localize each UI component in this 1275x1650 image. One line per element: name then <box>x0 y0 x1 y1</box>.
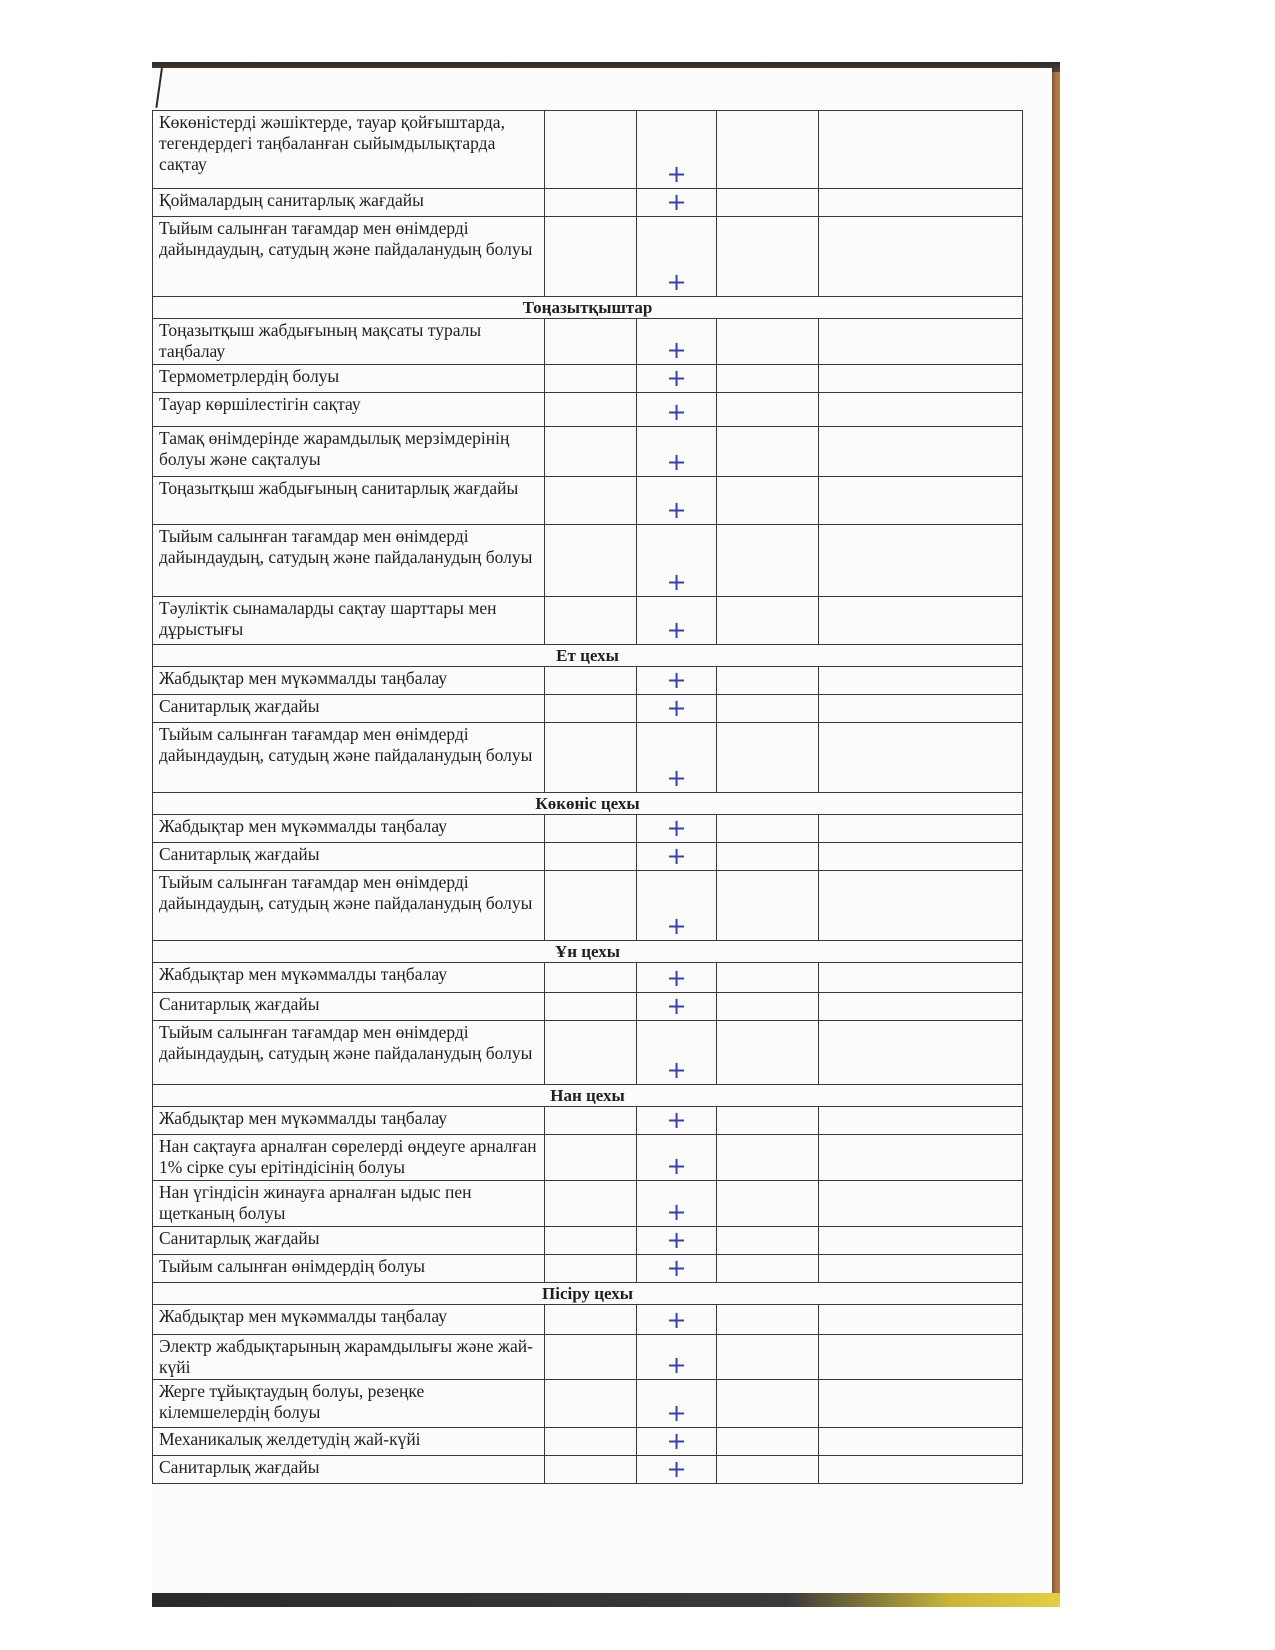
checklist-row <box>153 723 1023 793</box>
empty-cell <box>545 695 637 723</box>
section-title: Тоңазытқыштар <box>153 297 1023 319</box>
empty-cell <box>819 319 1023 365</box>
checklist-row <box>153 815 1023 843</box>
empty-cell <box>819 667 1023 695</box>
empty-cell <box>717 871 819 941</box>
handwritten-plus-mark: + <box>637 1380 717 1428</box>
empty-cell <box>545 1335 637 1380</box>
empty-cell <box>819 365 1023 393</box>
empty-cell <box>717 1021 819 1085</box>
handwritten-plus-mark: + <box>637 365 717 393</box>
criterion-text: Санитарлық жағдайы <box>153 1456 545 1484</box>
section-title: Нан цехы <box>153 1085 1023 1107</box>
handwritten-plus-mark: + <box>637 1456 717 1484</box>
empty-cell <box>717 1456 819 1484</box>
checklist-body <box>153 111 1023 1484</box>
criterion-text: Нан үгіндісін жинауға арналған ыдыс пен щетканың болуы <box>153 1181 545 1227</box>
empty-cell <box>819 393 1023 427</box>
section-title: Ұн цехы <box>153 941 1023 963</box>
handwritten-plus-mark: + <box>637 723 717 793</box>
criterion-text: Тыйым салынған тағамдар мен өнімдерді дайындаудың, сатудың және пайдаланудың болуы <box>153 723 545 793</box>
section-header-row <box>153 1283 1023 1305</box>
handwritten-plus-mark: + <box>637 1021 717 1085</box>
checklist-row <box>153 1181 1023 1227</box>
checklist-row <box>153 525 1023 597</box>
empty-cell <box>717 993 819 1021</box>
empty-cell <box>819 1021 1023 1085</box>
section-header-row <box>153 297 1023 319</box>
criterion-text: Механикалық желдетудің жай-күйі <box>153 1428 545 1456</box>
checklist-row <box>153 393 1023 427</box>
handwritten-plus-mark: + <box>637 319 717 365</box>
criterion-text: Жабдықтар мен мүкәммалды таңбалау <box>153 667 545 695</box>
handwritten-plus-mark: + <box>637 427 717 477</box>
fold-mark <box>155 68 192 112</box>
empty-cell <box>819 1335 1023 1380</box>
handwritten-plus-mark: + <box>637 111 717 189</box>
empty-cell <box>819 695 1023 723</box>
handwritten-plus-mark: + <box>637 1181 717 1227</box>
empty-cell <box>819 217 1023 297</box>
empty-cell <box>819 993 1023 1021</box>
empty-cell <box>545 217 637 297</box>
criterion-text: Жабдықтар мен мүкәммалды таңбалау <box>153 1107 545 1135</box>
checklist-row <box>153 993 1023 1021</box>
empty-cell <box>819 597 1023 645</box>
checklist-row <box>153 365 1023 393</box>
checklist-row <box>153 427 1023 477</box>
criterion-text: Тауар көршілестігін сақтау <box>153 393 545 427</box>
checklist-row <box>153 1305 1023 1335</box>
criterion-text: Санитарлық жағдайы <box>153 1227 545 1255</box>
empty-cell <box>717 1380 819 1428</box>
criterion-text: Нан сақтауға арналған сөрелерді өңдеуге арналған 1% сірке суы ерітіндісінің болуы <box>153 1135 545 1181</box>
empty-cell <box>717 427 819 477</box>
handwritten-plus-mark: + <box>637 963 717 993</box>
checklist-row <box>153 1335 1023 1380</box>
handwritten-plus-mark: + <box>637 993 717 1021</box>
empty-cell <box>717 525 819 597</box>
handwritten-plus-mark: + <box>637 477 717 525</box>
empty-cell <box>545 667 637 695</box>
empty-cell <box>545 843 637 871</box>
criterion-text: Санитарлық жағдайы <box>153 843 545 871</box>
empty-cell <box>717 843 819 871</box>
criterion-text: Тыйым салынған тағамдар мен өнімдерді дайындаудың, сатудың және пайдаланудың болуы <box>153 871 545 941</box>
criterion-text: Тоңазытқыш жабдығының санитарлық жағдайы <box>153 477 545 525</box>
empty-cell <box>819 1428 1023 1456</box>
criterion-text: Тәуліктік сынамаларды сақтау шарттары мен дұрыстығы <box>153 597 545 645</box>
empty-cell <box>717 217 819 297</box>
empty-cell <box>545 365 637 393</box>
handwritten-plus-mark: + <box>637 1305 717 1335</box>
empty-cell <box>717 1305 819 1335</box>
empty-cell <box>717 695 819 723</box>
section-header-row <box>153 941 1023 963</box>
section-title: Көкөніс цехы <box>153 793 1023 815</box>
empty-cell <box>717 963 819 993</box>
checklist-row <box>153 1227 1023 1255</box>
empty-cell <box>717 477 819 525</box>
checklist-row <box>153 1021 1023 1085</box>
empty-cell <box>819 963 1023 993</box>
paper-sheet <box>152 68 1052 1596</box>
criterion-text: Жерге тұйықтаудың болуы, резеңке кілемшелердің болуы <box>153 1380 545 1428</box>
empty-cell <box>545 963 637 993</box>
section-header-row <box>153 1085 1023 1107</box>
empty-cell <box>717 319 819 365</box>
photo-bottom-edge <box>152 1593 1060 1607</box>
criterion-text: Көкөністерді жәшіктерде, тауар қойғыштарда, тегендердегі таңбаланған сыйымдылықтарда сақтау <box>153 111 545 189</box>
empty-cell <box>819 1456 1023 1484</box>
empty-cell <box>717 1255 819 1283</box>
handwritten-plus-mark: + <box>637 1428 717 1456</box>
section-header-row <box>153 793 1023 815</box>
checklist-row <box>153 871 1023 941</box>
criterion-text: Тоңазытқыш жабдығының мақсаты туралы таңбалау <box>153 319 545 365</box>
empty-cell <box>545 1428 637 1456</box>
handwritten-plus-mark: + <box>637 1255 717 1283</box>
empty-cell <box>545 1107 637 1135</box>
empty-cell <box>545 319 637 365</box>
empty-cell <box>545 393 637 427</box>
empty-cell <box>819 1305 1023 1335</box>
empty-cell <box>819 815 1023 843</box>
empty-cell <box>717 815 819 843</box>
criterion-text: Жабдықтар мен мүкәммалды таңбалау <box>153 815 545 843</box>
empty-cell <box>819 723 1023 793</box>
empty-cell <box>717 1107 819 1135</box>
handwritten-plus-mark: + <box>637 1135 717 1181</box>
empty-cell <box>717 393 819 427</box>
criterion-text: Тыйым салынған тағамдар мен өнімдерді дайындаудың, сатудың және пайдаланудың болуы <box>153 525 545 597</box>
empty-cell <box>819 477 1023 525</box>
checklist-row <box>153 597 1023 645</box>
empty-cell <box>717 1335 819 1380</box>
section-title: Пісіру цехы <box>153 1283 1023 1305</box>
empty-cell <box>545 597 637 645</box>
criterion-text: Термометрлердің болуы <box>153 365 545 393</box>
empty-cell <box>717 189 819 217</box>
empty-cell <box>545 1255 637 1283</box>
checklist-row <box>153 1456 1023 1484</box>
criterion-text: Жабдықтар мен мүкәммалды таңбалау <box>153 963 545 993</box>
checklist-row <box>153 1255 1023 1283</box>
checklist-row <box>153 695 1023 723</box>
empty-cell <box>545 815 637 843</box>
checklist-row <box>153 217 1023 297</box>
criterion-text: Қоймалардың санитарлық жағдайы <box>153 189 545 217</box>
empty-cell <box>545 1021 637 1085</box>
handwritten-plus-mark: + <box>637 667 717 695</box>
empty-cell <box>819 525 1023 597</box>
empty-cell <box>545 427 637 477</box>
empty-cell <box>717 1227 819 1255</box>
section-title: Ет цехы <box>153 645 1023 667</box>
empty-cell <box>545 1181 637 1227</box>
handwritten-plus-mark: + <box>637 393 717 427</box>
handwritten-plus-mark: + <box>637 871 717 941</box>
handwritten-plus-mark: + <box>637 189 717 217</box>
empty-cell <box>717 111 819 189</box>
checklist-row <box>153 1428 1023 1456</box>
empty-cell <box>819 1255 1023 1283</box>
empty-cell <box>545 1135 637 1181</box>
empty-cell <box>819 111 1023 189</box>
empty-cell <box>819 1107 1023 1135</box>
empty-cell <box>717 597 819 645</box>
criterion-text: Санитарлық жағдайы <box>153 695 545 723</box>
empty-cell <box>819 1227 1023 1255</box>
handwritten-plus-mark: + <box>637 695 717 723</box>
checklist-row <box>153 963 1023 993</box>
empty-cell <box>819 1181 1023 1227</box>
empty-cell <box>545 477 637 525</box>
criterion-text: Санитарлық жағдайы <box>153 993 545 1021</box>
empty-cell <box>717 723 819 793</box>
empty-cell <box>819 427 1023 477</box>
empty-cell <box>545 1380 637 1428</box>
handwritten-plus-mark: + <box>637 843 717 871</box>
empty-cell <box>717 1135 819 1181</box>
empty-cell <box>545 1305 637 1335</box>
checklist-row <box>153 667 1023 695</box>
handwritten-plus-mark: + <box>637 597 717 645</box>
empty-cell <box>545 871 637 941</box>
criterion-text: Тамақ өнімдерінде жарамдылық мерзімдерінің болуы және сақталуы <box>153 427 545 477</box>
checklist-row <box>153 477 1023 525</box>
empty-cell <box>819 189 1023 217</box>
checklist-row <box>153 319 1023 365</box>
checklist-row <box>153 1135 1023 1181</box>
empty-cell <box>545 1456 637 1484</box>
empty-cell <box>717 365 819 393</box>
document-photo <box>152 62 1060 1607</box>
empty-cell <box>717 1181 819 1227</box>
criterion-text: Тыйым салынған өнімдердің болуы <box>153 1255 545 1283</box>
empty-cell <box>819 1380 1023 1428</box>
criterion-text: Тыйым салынған тағамдар мен өнімдерді дайындаудың, сатудың және пайдаланудың болуы <box>153 217 545 297</box>
empty-cell <box>717 667 819 695</box>
checklist-row <box>153 843 1023 871</box>
checklist-row <box>153 1107 1023 1135</box>
empty-cell <box>545 189 637 217</box>
empty-cell <box>717 1428 819 1456</box>
handwritten-plus-mark: + <box>637 525 717 597</box>
empty-cell <box>819 1135 1023 1181</box>
checklist-row <box>153 1380 1023 1428</box>
empty-cell <box>545 723 637 793</box>
empty-cell <box>545 993 637 1021</box>
empty-cell <box>819 871 1023 941</box>
empty-cell <box>819 843 1023 871</box>
section-header-row <box>153 645 1023 667</box>
handwritten-plus-mark: + <box>637 217 717 297</box>
checklist-table <box>152 110 1023 1484</box>
empty-cell <box>545 111 637 189</box>
handwritten-plus-mark: + <box>637 1227 717 1255</box>
checklist-row <box>153 111 1023 189</box>
handwritten-plus-mark: + <box>637 1107 717 1135</box>
handwritten-plus-mark: + <box>637 815 717 843</box>
criterion-text: Электр жабдықтарының жарамдылығы және жай-күйі <box>153 1335 545 1380</box>
empty-cell <box>545 525 637 597</box>
checklist-row <box>153 189 1023 217</box>
handwritten-plus-mark: + <box>637 1335 717 1380</box>
empty-cell <box>545 1227 637 1255</box>
criterion-text: Тыйым салынған тағамдар мен өнімдерді дайындаудың, сатудың және пайдаланудың болуы <box>153 1021 545 1085</box>
criterion-text: Жабдықтар мен мүкәммалды таңбалау <box>153 1305 545 1335</box>
